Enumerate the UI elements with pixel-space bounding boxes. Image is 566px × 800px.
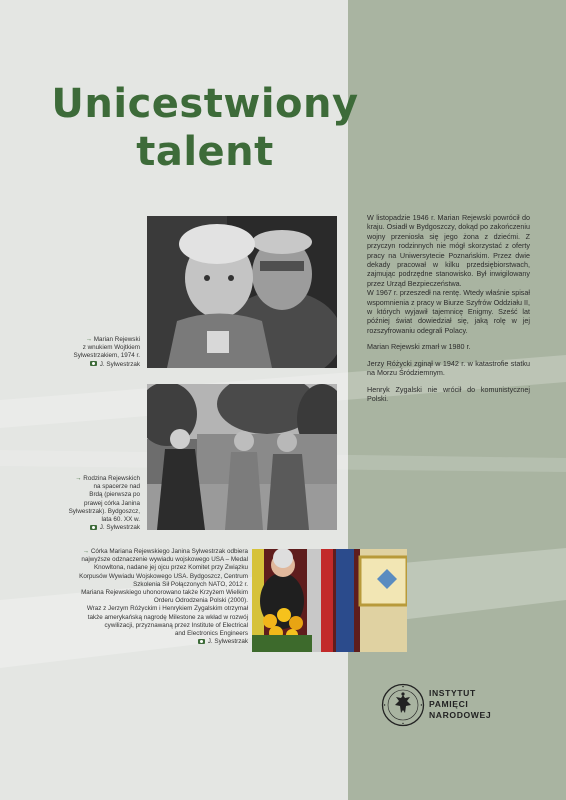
bio-paragraph: Marian Rejewski zmarł w 1980 r. [367, 342, 471, 352]
photo-medal-ceremony [252, 549, 407, 652]
bio-paragraph: Jerzy Różycki zginął w 1942 r. w katastrofie statku na Morzu Śródziemnym. [367, 358, 530, 378]
arrow-icon: → [75, 475, 84, 482]
photo-rejewski-with-grandson [147, 216, 337, 368]
caption-photo-1: → Marian Rejewski z wnukiem Wojtkiem Sylwestrzakiem, 1974 r. J. Sylwestrzak [73, 336, 140, 368]
arrow-icon: → [82, 548, 91, 555]
camera-icon [90, 525, 97, 530]
photo-family-walk [147, 384, 337, 530]
bio-paragraph: W listopadzie 1946 r. Marian Rejewski powrócił do kraju. Osiadł w Bydgoszczy, dokąd po zakończeniu wojny przeniosła się jego żona z dziećmi. Z przyczyn rodzinnych nie mógł skorzystać z oferty pracy na Uniwersytecie Poznańskim. Przez dwie dekady pracował w kilku przedsiębiorstwach, zajmując podrzędne stanowisko. Był inwigilowany przez Urząd Bezpieczeństwa. W 1967 r. przeszedł na rentę. Wtedy właśnie spisał wspomnienia z pracy w Biurze Szyfrów Oddziału II, w których wyjawił tajemnicę Enigmy. Sześć lat później świat dowiedział się, jaką rolę w jej rozszyfrowaniu odegrali Polacy. [367, 213, 530, 335]
arrow-icon: → [85, 336, 94, 343]
ipn-seal-icon [381, 683, 425, 727]
caption-photo-2: → Rodzina Rejewskich na spacerze nad Brdą (pierwsza po prawej córka Janina Sylwestrzak). Bydgoszcz, lata 60. XX w. J. Sylwestrzak [68, 475, 140, 532]
camera-icon [90, 361, 97, 366]
logo-line: INSTYTUT [429, 688, 476, 698]
bio-paragraph: Henryk Zygalski nie wrócił do komunistycznej Polski. [367, 384, 530, 403]
logo-line: NARODOWEJ [429, 710, 492, 720]
biography-text [367, 213, 530, 410]
logo-line: PAMIĘCI [429, 699, 469, 709]
page-title: Unicestwiony talent [51, 81, 359, 175]
camera-icon [198, 639, 205, 644]
ipn-logo [381, 683, 531, 727]
caption-photo-3: → Córka Mariana Rejewskiego Janina Sylwestrzak odbiera najwyższe odznaczenie wywiadu wojskowego USA – Medal Knowltona, nadane jej ojcu przez Komitet przy Związku Korpusów Wywiadu Wojskowego USA. Bydgoszcz, Centrum Szkolenia Sił Połączonych NATO, 2012 r. Mariana Rejewskiego uhonorowano także Krzyżem Wielkim Orderu Odrodzenia Polski (2000). Wraz z Jerzym Różyckim i Henrykiem Zygalskim otrzymał także amerykańską nagrodę Milestone za wkład w rozwój cywilizacji, przyznawaną przez Institute of Electrical and Electronics Engineers J. Sylwestrzak [79, 548, 248, 646]
